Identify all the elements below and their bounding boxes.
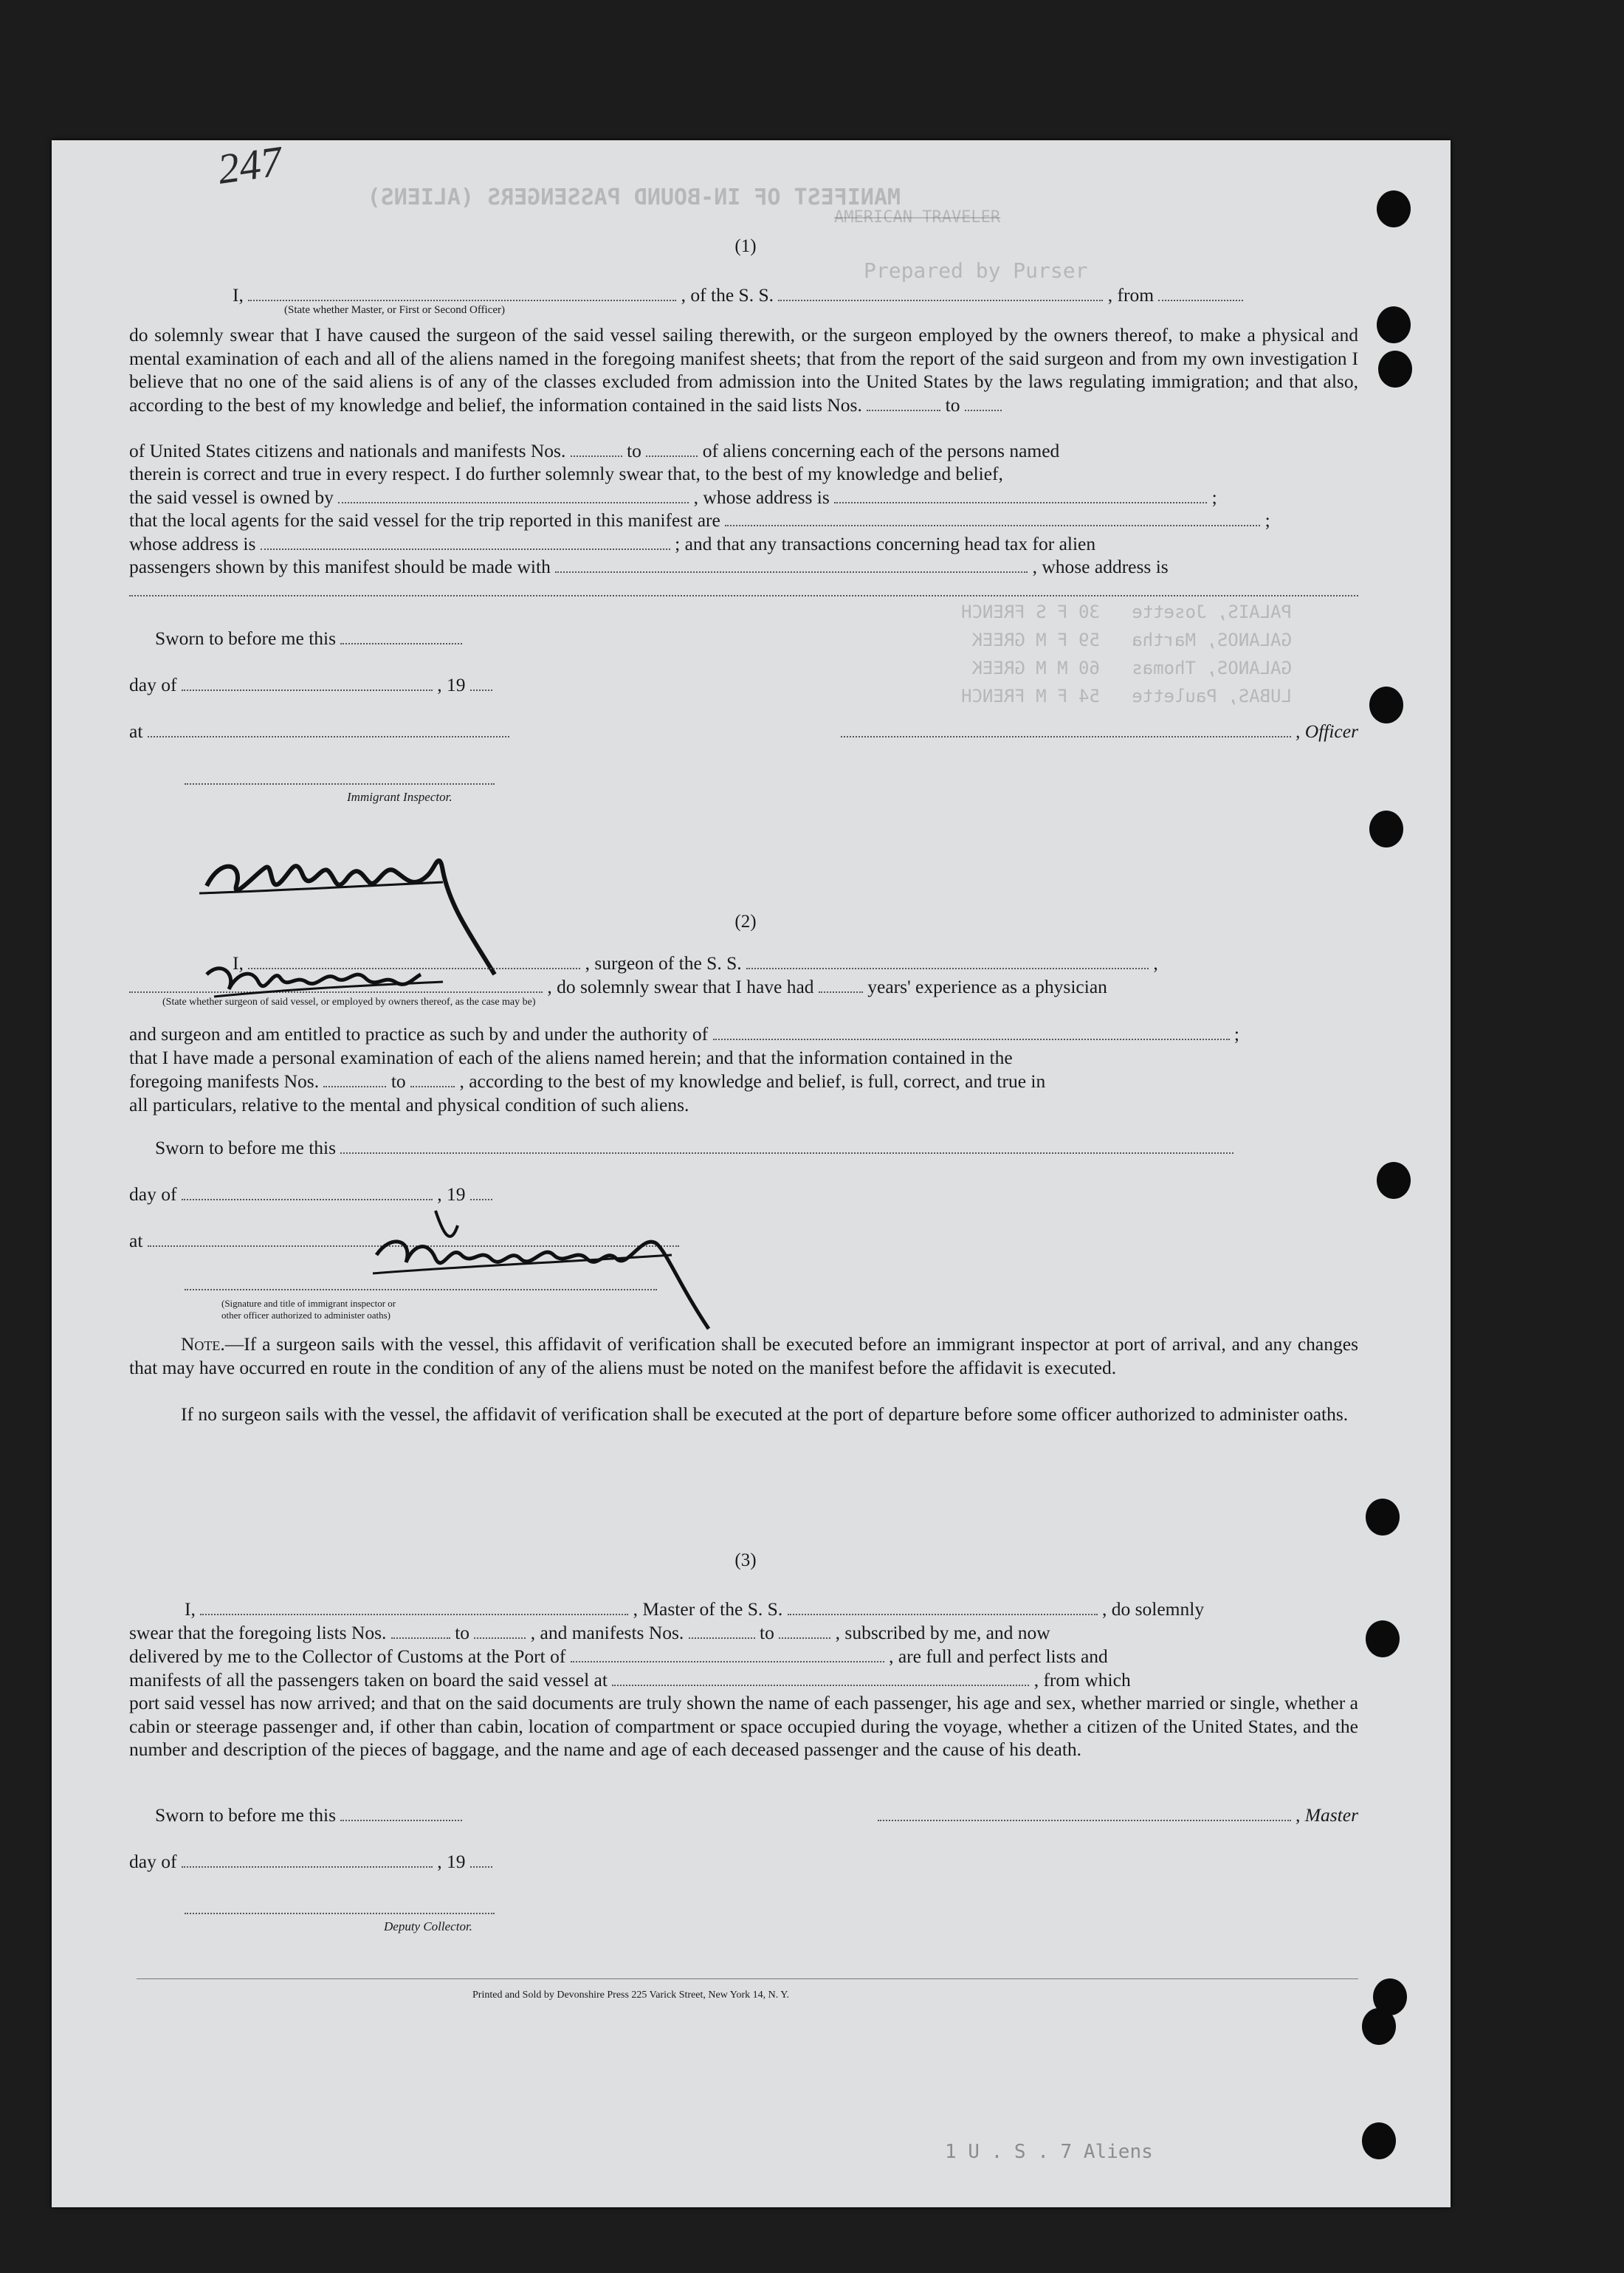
manifest-page — [52, 137, 1451, 2207]
punch-hole — [1377, 1162, 1411, 1199]
correct-line: therein is correct and true in every respect. I do further solemnly swear that, to the best of my knowledge and belief, — [129, 463, 1003, 484]
punch-hole — [1366, 1499, 1400, 1536]
punch-hole — [1378, 351, 1412, 388]
sig-caption-1: (Signature and title of immigrant inspector or — [221, 1298, 396, 1309]
sworn-line-3: Sworn to before me this — [129, 1804, 1358, 1826]
experience-line: , do solemnly swear that I have had years' experience as a physician — [129, 976, 1358, 998]
surgeon-note: Note.—If a surgeon sails with the vessel, this affidavit of verification shall be executed before an immigrant inspector at port of arrival, and any changes that may have occurred en route in the condition of any of the aliens must be noted on the manifest before the affidavit is executed. — [129, 1333, 1358, 1378]
section-3-paragraph: port said vessel has now arrived; and that on the said documents are truly shown the name of each passenger, his age and sex, whether married or single, whether a cabin or steerage passenger and, if other than cabin, location of compartment or space occupied during the voyage, whether a citizen of the United States, and the number and description of the pieces of baggage, and the name and age of each deceased passenger and the cause of his death. — [129, 1692, 1358, 1761]
day-of-line-1: day of , 19 — [129, 674, 1358, 696]
examination-line: that I have made a personal examination of each of the aliens named herein; and that the information contained in the — [129, 1047, 1013, 1068]
punch-hole — [1366, 1620, 1400, 1657]
day-of-line-2: day of , 19 — [129, 1183, 1358, 1206]
foregoing-line: foregoing manifests Nos. to , according to the best of my knowledge and belief, is full, correct, and true in — [129, 1070, 1046, 1092]
stamp-note: Prepared by Purser — [864, 258, 1088, 283]
master-signature-line: , Master — [819, 1804, 1358, 1826]
corner-note: 247 — [214, 137, 286, 193]
section-1-number: (1) — [734, 236, 757, 256]
whose-address-line: whose address is ; and that any transactions concerning head tax for alien — [129, 533, 1096, 554]
punch-hole — [1377, 306, 1411, 343]
officer-signature-line: , Officer — [819, 721, 1358, 743]
section-2-number: (2) — [734, 912, 757, 932]
sig-caption-2: other officer authorized to administer oaths) — [221, 1310, 390, 1321]
footer-rule — [137, 1978, 1358, 1979]
address-blank — [129, 580, 1358, 602]
sworn-line-2: Sworn to before me this — [129, 1137, 1358, 1159]
officer-caption: (State whether Master, or First or Second Officer) — [284, 304, 506, 316]
particulars-line: all particulars, relative to the mental and physical condition of such aliens. — [129, 1094, 689, 1115]
sworn-line-1: Sworn to before me this — [129, 627, 1358, 650]
surgeon-signature — [199, 945, 465, 1026]
at-line-1: at — [129, 721, 1358, 743]
master-line: I, , Master of the S. S. , do solemnly — [185, 1598, 1205, 1620]
manifests-of-line: manifests of all the passengers taken on board the said vessel at , from which — [129, 1669, 1131, 1691]
surgeon-line: I, , surgeon of the S. S. , — [233, 952, 1158, 974]
bleed-through-rows: PALAIS, Josette 30 F S FRENCH GALANOS, Martha 59 F M GREEK GALANOS, Thomas 60 M M GREEK LUBAS, Paulette 54 F M FRENCH — [961, 602, 1292, 706]
citizens-line: of United States citizens and nationals and manifests Nos. to of aliens concerning each of the persons named — [129, 440, 1060, 461]
local-agents-line: that the local agents for the said vessel for the trip reported in this manifest are ; — [129, 509, 1270, 531]
stamp-note-2: AMERICAN TRAVELER — [834, 208, 1001, 227]
surgeon-caption: (State whether surgeon of said vessel, or employed by owners thereof, as the case may be) — [162, 997, 536, 1008]
delivered-line: delivered by me to the Collector of Customs at the Port of , are full and perfect lists and — [129, 1646, 1108, 1667]
inspector-caption: Immigrant Inspector. — [347, 790, 453, 804]
section-3-number: (3) — [734, 1550, 757, 1570]
officer-signature — [362, 1203, 746, 1336]
deputy-caption: Deputy Collector. — [384, 1919, 472, 1933]
swear-lists-line: swear that the foregoing lists Nos. to , and manifests Nos. to , subscribed by me, and now — [129, 1622, 1050, 1643]
passengers-line: passengers shown by this manifest should be made with , whose address is — [129, 556, 1169, 577]
practice-line: and surgeon and am entitled to practice as such by and under the authority of ; — [129, 1023, 1239, 1045]
punch-hole — [1377, 190, 1411, 227]
owned-by-line: the said vessel is owned by , whose address is ; — [129, 486, 1217, 508]
bottom-note: 1 U . S . 7 Aliens — [945, 2141, 1153, 2163]
punch-hole — [1369, 811, 1403, 847]
surgeon-note-2: If no surgeon sails with the vessel, the affidavit of verification shall be executed at the port of departure before some officer authorized to administer oaths. — [181, 1403, 1349, 1425]
punch-hole — [1362, 2008, 1396, 2045]
punch-hole — [1362, 2122, 1396, 2159]
inspector-blank — [185, 768, 495, 790]
at-line-2: at — [129, 1230, 1358, 1252]
deputy-blank — [185, 1897, 495, 1919]
bleed-through-header: MANIFEST OF IN-BOUND PASSENGERS (ALIENS) — [367, 185, 901, 210]
section-1-paragraph: do solemnly swear that I have caused the surgeon of the said vessel sailing therewith, or the surgeon employed by the owners thereof, to make a physical and mental examination of each and all of the aliens named in the foregoing manifest sheets; that from the report of the said surgeon and from my own investigation I believe that no one of the said aliens is of any of the classes excluded from admission into the United States by the laws regulating immigration; and that also, according to the best of my knowledge and belief, the information contained in the said lists Nos. to — [129, 324, 1358, 416]
printer-credit: Printed and Sold by Devonshire Press 225 Varick Street, New York 14, N. Y. — [472, 1990, 790, 2001]
punch-hole — [1369, 687, 1403, 723]
officer-line: I, , of the S. S. , from — [129, 284, 1358, 306]
day-of-line-3: day of , 19 — [129, 1851, 1358, 1873]
